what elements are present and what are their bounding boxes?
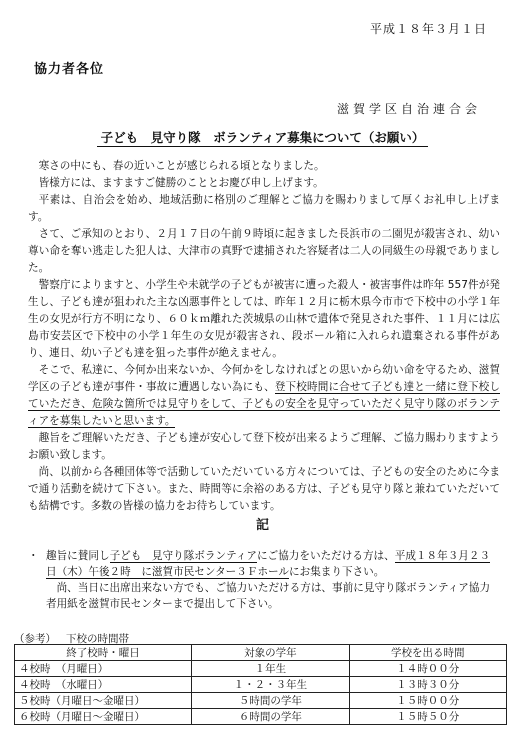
purpose-underlined-text: 登下校時間に合せて子ども達と一緒に登下校していただき、危険な箇所では見守りをして、子どもの安全を見守っていただく見守り隊のボランティアを募集したいと思います。 xyxy=(28,381,500,427)
notice-part-b: 子ども 見守り隊ボランティア xyxy=(109,550,258,562)
paragraph-incident: さて、ご承知のとおり、２月１７日の午前９時頃に起きました長浜市の二園児が殺害され、幼い尊い命を奪い逃走した犯人は、大津市の真野で逮捕された容疑者は二人の同級生の母親でありました。 xyxy=(28,228,500,274)
dismissal-time-table xyxy=(14,644,507,725)
cell-grade: １年生 xyxy=(192,661,349,677)
purpose-text: そこで、私達に、今何か出来ないか、今何かをしなければとの思いから幼い命を守るため、滋賀学区の子ども達が事件・事故に遭遇しない為にも、 xyxy=(28,364,500,393)
notice-part-e: にお集まり下さい。 xyxy=(289,566,385,578)
addressee: 協力者各位 xyxy=(34,62,105,77)
paragraph-note: 尚、以前から各種団体等で活動していただいている方々については、子どもの安全のために今まで通り活動を続けて下さい。また、時間等に余裕のある方は、子ども見守り隊と兼ねていただいても結構です。多数の皆様の協力をお待ちしています。 xyxy=(28,466,500,512)
document-title-text: 子ども 見守り隊 ボランティア募集について（お願い） xyxy=(97,130,429,147)
notice-block xyxy=(28,548,496,612)
notice-text xyxy=(28,548,496,580)
paragraph-greeting-2: 皆様方には、ますますご健勝のこととお慶び申し上げます。 xyxy=(38,177,324,189)
cell-period: ５校時（月曜日〜金曜日） xyxy=(15,693,192,709)
table-row xyxy=(15,693,507,709)
cell-period: ６校時（月曜日〜金曜日） xyxy=(15,709,192,725)
table-header-row xyxy=(15,645,507,661)
cell-period: ４校時 （水曜日） xyxy=(15,677,192,693)
cell-grade: １・２・３年生 xyxy=(192,677,349,693)
document-date: 平成１８年３月１日 xyxy=(369,22,487,36)
paragraph-request: 趣旨をご理解いただき、子ども達が安心して登下校が出来るようご理解、ご協力賜わりますようお願い致します。 xyxy=(28,432,500,461)
reference-tag: （参考） xyxy=(14,633,56,645)
sender: 滋賀学区自治連合会 xyxy=(336,102,481,116)
ki-heading: 記 xyxy=(255,518,269,533)
notice-part-a: 趣旨に賛同し xyxy=(46,550,110,562)
table-row xyxy=(15,709,507,725)
body-text xyxy=(28,158,500,515)
cell-leave-time: １５時００分 xyxy=(349,693,506,709)
header-period: 終了校時・曜日 xyxy=(15,645,192,661)
table-row xyxy=(15,677,507,693)
notice-part-c: にご協力をいただける方は、 xyxy=(257,550,395,562)
notice-followup: 尚、当日に出席出来ない方でも、ご協力いただける方は、事前に見守り隊ボランティア協力者用紙を滋賀市民センターまで提出して下さい。 xyxy=(46,582,491,610)
cell-leave-time: １４時００分 xyxy=(349,661,506,677)
reference-caption-text: 下校の時間帯 xyxy=(66,633,129,645)
cell-leave-time: １５時５０分 xyxy=(349,709,506,725)
header-grade: 対象の学年 xyxy=(192,645,349,661)
cell-grade: ６時間の学年 xyxy=(192,709,349,725)
paragraph-greeting-3: 平素は、自治会を始め、地域活動に格別のご理解とご協力を賜わりまして厚くお礼申し上げます。 xyxy=(28,194,500,223)
paragraph-greeting-1: 寒さの中にも、春の近いことが感じられる頃となりました。 xyxy=(38,160,325,172)
paragraph-statistics: 警察庁によりますと、小学生や未就学の子どもが被害に遭った殺人・被害事件は昨年 557件が発生し、子ども達が狙われた主な凶悪事件としては、昨年１２月に栃木県今市市で下校中の小学１年生の女児が行方不明になり、６０ｋｍ離れた茨城県の山林で遺体で発見された事件、１１月には広島市安芸区で下校中の小学１年生の女児が殺害され、段ボール箱に入れられ遺棄される事件があり、連日、幼い子ども達を狙った事件が絶えません。 xyxy=(28,279,500,359)
notice-part-d: 平成１８年３月２３日（木）午後２時 に滋賀市民センター３Ｆホール xyxy=(46,550,491,578)
bullet-mark: ・ xyxy=(28,550,39,562)
cell-leave-time: １３時３０分 xyxy=(349,677,506,693)
document-title xyxy=(0,128,525,146)
cell-period: ４校時 （月曜日） xyxy=(15,661,192,677)
paragraph-purpose xyxy=(28,362,500,430)
header-leave-time: 学校を出る時間 xyxy=(349,645,506,661)
table-row xyxy=(15,661,507,677)
cell-grade: ５時間の学年 xyxy=(192,693,349,709)
